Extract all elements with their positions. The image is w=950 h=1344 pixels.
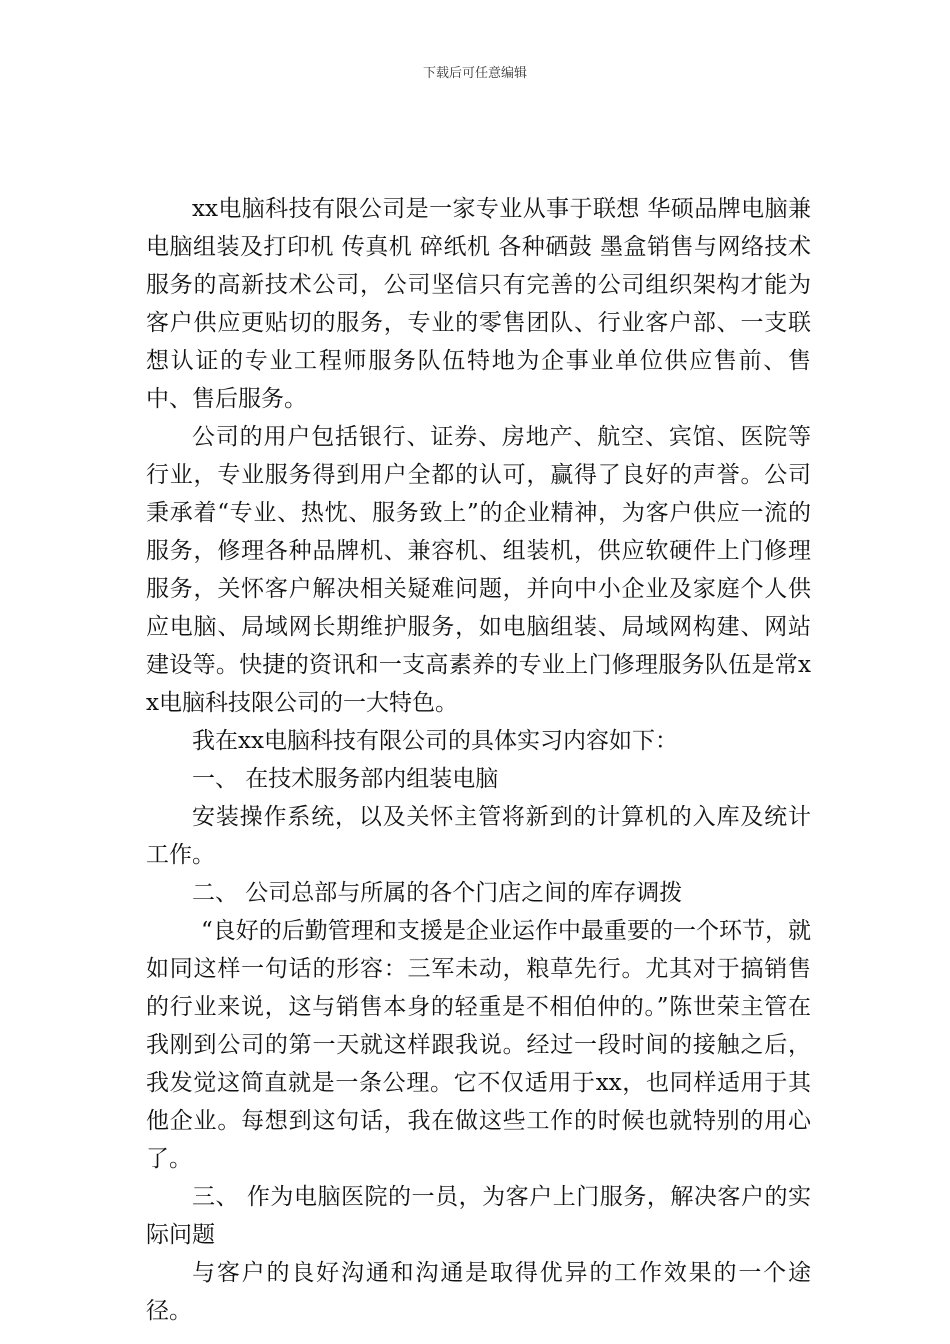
- page-header-note: 下载后可任意编辑: [422, 66, 527, 81]
- paragraph-customers: 公司的用户包括银行、证券、房地产、航空、宾馆、医院等行业，专业服务得到用户全都的认可，赢得了良好的声誉。公司秉承着“专业、热忱、服务致上”的企业精神，为客户供应一流的服务，修理各种品牌机、兼容机、组装机，供应软硬件上门修理服务，关怀客户解决相关疑难问题，并向中小企业及家庭个人供应电脑、局域网长期维护服务，如电脑组装、局域网构建、网站建设等。快捷的资讯和一支高素养的专业上门修理服务队伍是常xx电脑科技限公司的一大特色。: [146, 424, 811, 716]
- paragraph-section-2: “良好的后勤管理和支援是企业运作中最重要的一个环节，就如同这样一句话的形容：三军未动，粮草先行。尤其对于搞销售的行业来说，这与销售本身的轻重是不相伯仲的。”陈世荣主管在我刚到公司的第一天就这样跟我说。经过一段时间的接触之后，我发觉这简直就是一条公理。它不仅适用于xx，也同样适用于其他企业。每想到这句话，我在做这些工作的时候也就特别的用心了。: [146, 918, 811, 1172]
- paragraph-section-1: 安装操作系统，以及关怀主管将新到的计算机的入库及统计工作。: [146, 804, 811, 868]
- section-heading-2: 二、 公司总部与所属的各个门店之间的库存调拨: [192, 880, 683, 906]
- paragraph-section-3: 与客户的良好沟通和沟通是取得优异的工作效果的一个途径。: [146, 1260, 811, 1324]
- paragraph-company-intro: xx电脑科技有限公司是一家专业从事于联想 华硕品牌电脑兼电脑组装及打印机 传真机 碎纸机 各种硒鼓 墨盒销售与网络技术服务的高新技术公司，公司坚信只有完善的公司组织架构才能为客户供应更贴切的服务，专业的零售团队、行业客户部、一支联想认证的专业工程师服务队伍特地为企事业单位供应售前、售中、售后服务。: [146, 196, 811, 412]
- section-heading-1: 一、 在技术服务部内组装电脑: [192, 766, 499, 792]
- section-heading-3: 三、 作为电脑医院的一员，为客户上门服务，解决客户的实际问题: [146, 1184, 811, 1248]
- paragraph-internship-intro: 我在xx电脑科技有限公司的具体实习内容如下：: [192, 728, 678, 754]
- document-body: [146, 190, 811, 1330]
